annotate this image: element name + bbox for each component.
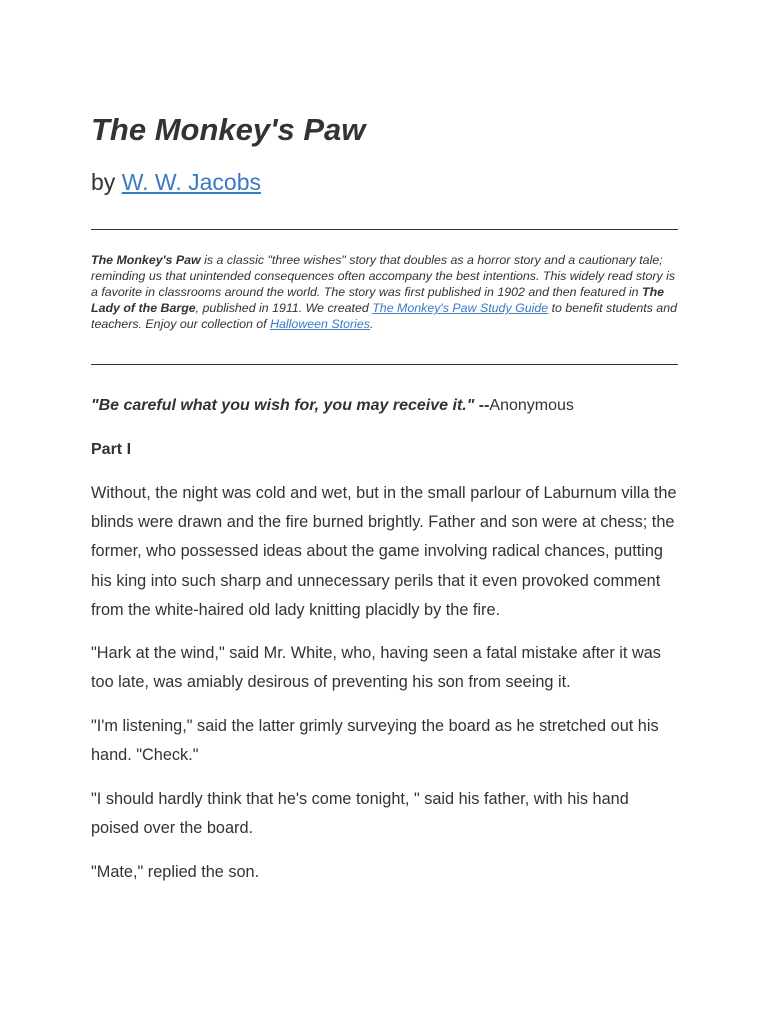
byline	[91, 166, 261, 198]
story-paragraph: "Mate," replied the son.	[91, 863, 260, 881]
author-link[interactable]: W. W. Jacobs	[121, 169, 262, 195]
byline-prefix: by	[91, 169, 122, 195]
intro-title: The Monkey's Paw	[91, 253, 201, 267]
epigraph-dash: --	[474, 397, 490, 414]
page-title: The Monkey's Paw	[91, 112, 366, 147]
intro-text-1: is a classic "three wishes" story that doubles as a horror story and a cautionary tale; reminding us that unintended consequences often accompany the best intentions. This widely read story is a favorite in classrooms around the world. The story was first published in 1902 and then featured in	[91, 253, 676, 299]
intro-text-2: , published in 1911. We created	[195, 301, 373, 315]
divider-bottom	[91, 364, 678, 365]
study-guide-link[interactable]: The Monkey's Paw Study Guide	[372, 301, 549, 315]
epigraph-quote: "Be careful what you wish for, you may receive it."	[91, 397, 475, 414]
intro-book-title: The Lady of the Barge	[91, 285, 665, 315]
halloween-stories-link[interactable]: Halloween Stories	[270, 317, 370, 331]
story-paragraph: "Hark at the wind," said Mr. White, who, having seen a fatal mistake after it was too late, was amiably desirous of preventing his son from seeing it.	[91, 644, 661, 692]
divider-top	[91, 229, 678, 230]
intro-text-3: to benefit students and teachers. Enjoy our collection of	[91, 301, 677, 331]
intro-paragraph	[91, 252, 678, 332]
part-heading: Part I	[91, 441, 132, 458]
epigraph	[91, 395, 574, 417]
story-paragraph: "I'm listening," said the latter grimly surveying the board as he stretched out his hand. "Check."	[91, 717, 659, 765]
epigraph-attribution: Anonymous	[489, 397, 574, 414]
intro-text-4: .	[369, 317, 374, 331]
story-paragraph: Without, the night was cold and wet, but in the small parlour of Laburnum villa the blinds were drawn and the fire burned brightly. Father and son were at chess; the former, who possessed ideas about the game involving radical chances, putting his king into such sharp and unnecessary perils that it even provoked comment from the white-haired old lady knitting placidly by the fire.	[91, 484, 677, 619]
story-paragraph: "I should hardly think that he's come tonight, " said his father, with his hand poised over the board.	[91, 790, 629, 838]
